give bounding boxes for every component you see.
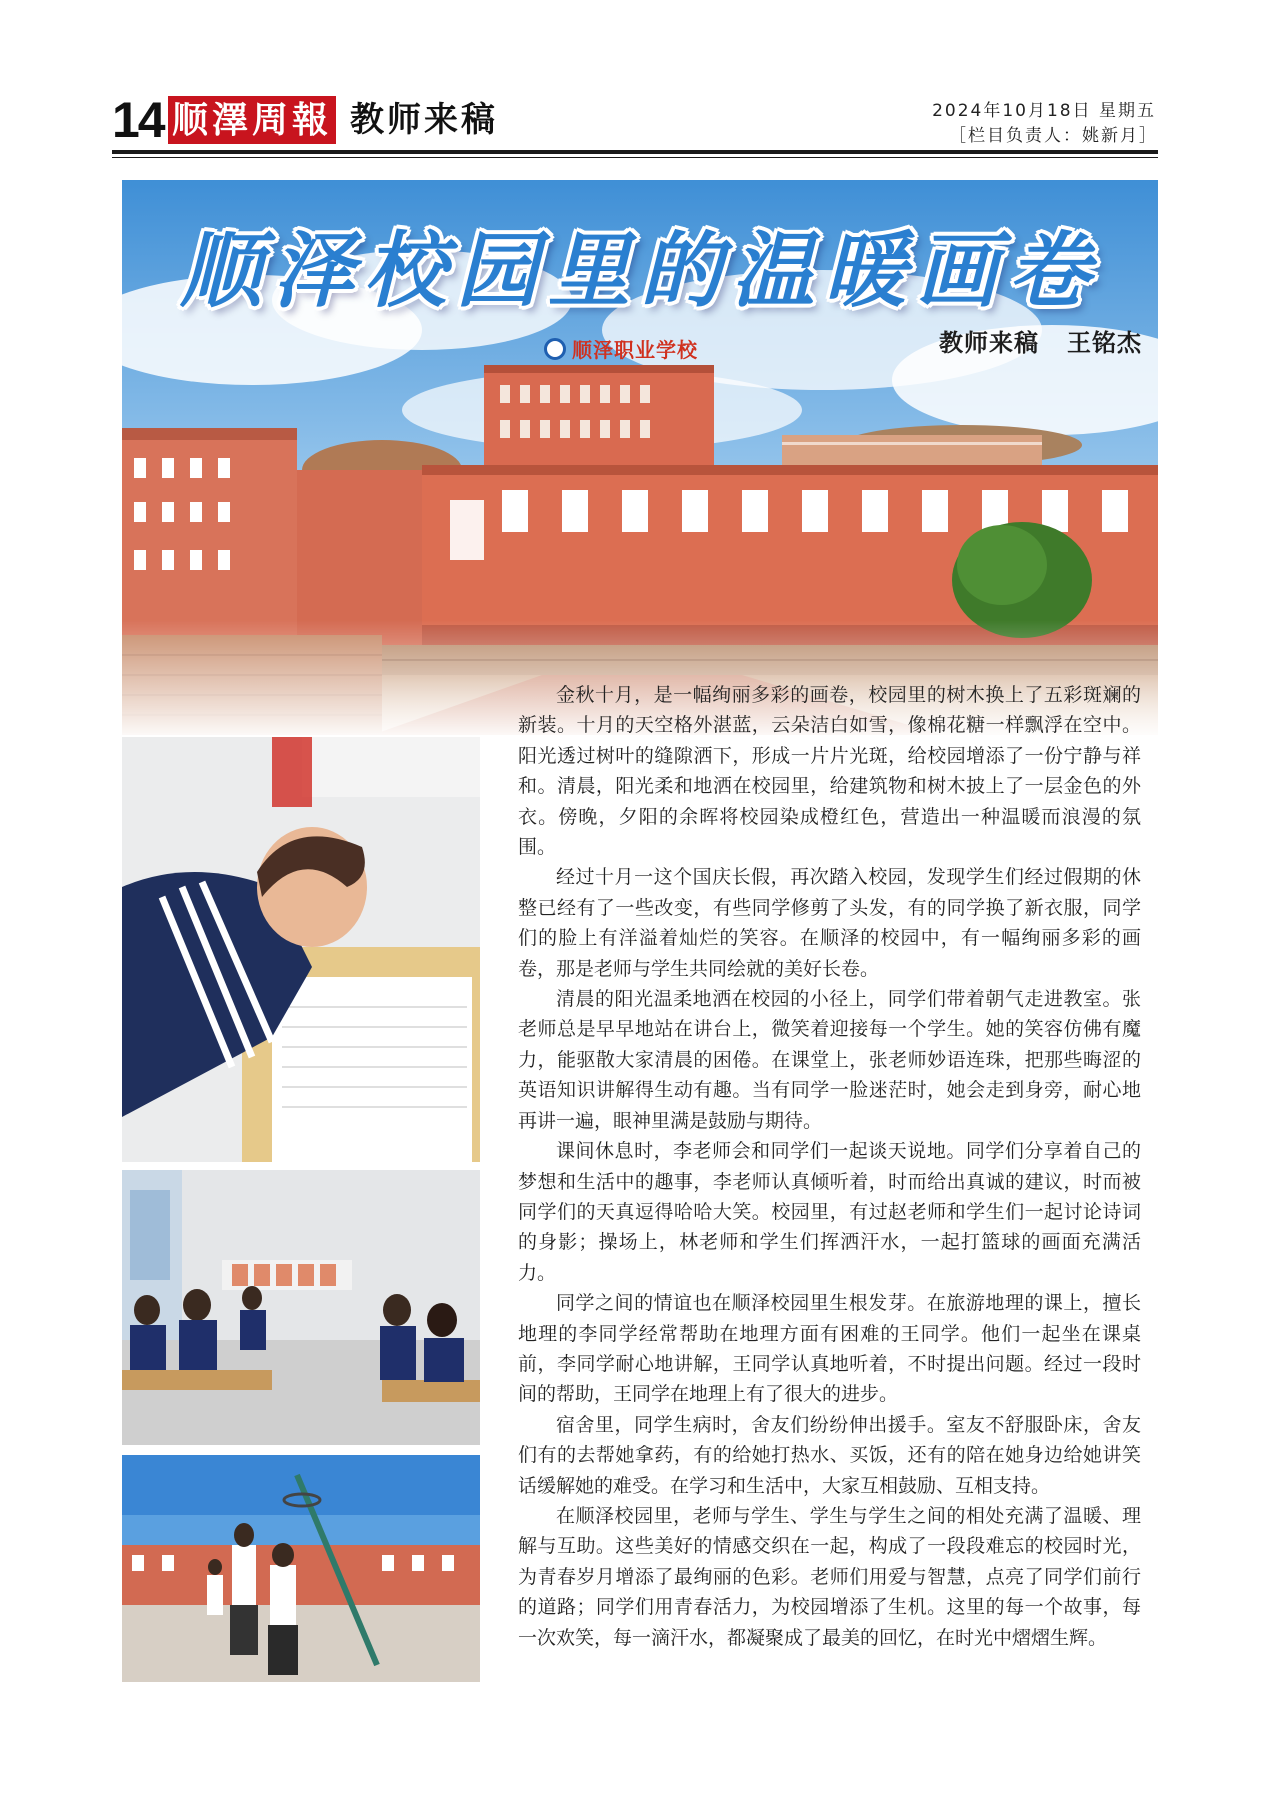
article-paragraph: 金秋十月，是一幅绚丽多彩的画卷，校园里的树木换上了五彩斑斓的新装。十月的天空格外湛蓝，云朵洁白如雪，像棉花糖一样飘浮在空中。阳光透过树叶的缝隙洒下，形成一片片光斑，给校园增添了一份宁静与祥和。清晨，阳光柔和地洒在校园里，给建筑物和树木披上了一层金色的外衣。傍晚，夕阳的余晖将校园染成橙红色，营造出一种温暖而浪漫的氛围。 <box>518 684 1141 859</box>
article-paragraph: 经过十月一这个国庆长假，再次踏入校园，发现学生们经过假期的休整已经有了一些改变，有些同学修剪了头发，有的同学换了新衣服，同学们的脸上有洋溢着灿烂的笑容。在顺泽的校园中，有一幅绚丽多彩的画卷，那是老师与学生共同绘就的美好长卷。 <box>518 866 1141 980</box>
page-number: 14 <box>112 92 164 148</box>
student-writing-photo <box>122 737 480 1162</box>
byline-author: 王铭杰 <box>1067 329 1142 357</box>
issue-date: 2024年10月18日 星期五 <box>932 101 1156 121</box>
school-sign-text: 顺泽职业学校 <box>572 338 698 362</box>
school-sign <box>544 334 698 363</box>
byline <box>939 323 1142 358</box>
article-body <box>518 680 1141 1653</box>
article-paragraph: 课间休息时，李老师会和同学们一起谈天说地。同学们分享着自己的梦想和生活中的趣事，李老师认真倾听着，时而给出真诚的建议，时而被同学们的天真逗得哈哈大笑。校园里，有过赵老师和学生们一起讨论诗词的身影；操场上，林老师和学生们挥洒汗水，一起打篮球的画面充满活力。 <box>518 1140 1141 1284</box>
article-paragraph: 宿舍里，同学生病时，舍友们纷纷伸出援手。室友不舒服卧床，舍友们有的去帮她拿药，有的给她打热水、买饭，还有的陪在她身边给她讲笑话缓解她的难受。在学习和生活中，大家互相鼓励、互相支持。 <box>518 1413 1141 1497</box>
article-title: 顺泽校园里的温暖画卷 <box>180 223 1100 319</box>
school-logo-icon <box>544 338 566 360</box>
article-paragraph: 同学之间的情谊也在顺泽校园里生根发芽。在旅游地理的课上，擅长地理的李同学经常帮助在地理方面有困难的王同学。他们一起坐在课桌前，李同学耐心地讲解，王同学认真地听着，不时提出问题。经过一段时间的帮助，王同学在地理上有了很大的进步。 <box>518 1292 1141 1406</box>
basketball-photo <box>122 1455 480 1682</box>
hero-photo <box>122 180 1158 735</box>
article-paragraph: 在顺泽校园里，老师与学生、学生与学生之间的相处充满了温暖、理解与互助。这些美好的情感交织在一起，构成了一段段难忘的校园时光，为青春岁月增添了最绚丽的色彩。老师们用爱与智慧，点亮了同学们前行的道路；同学们用青春活力，为校园增添了生机。这里的每一个故事，每一次欢笑，每一滴汗水，都凝聚成了最美的回忆，在时光中熠熠生辉。 <box>518 1504 1141 1649</box>
student-writing-photo-icon <box>122 737 480 1162</box>
classroom-photo-icon <box>122 1170 480 1445</box>
column-editor: ［栏目负责人：姚新月］ <box>949 126 1158 146</box>
section-title: 教师来稿 <box>350 100 498 140</box>
classroom-photo <box>122 1170 480 1445</box>
header-rule-thin <box>112 157 1158 158</box>
byline-column: 教师来稿 <box>939 329 1039 357</box>
article-paragraph: 清晨的阳光温柔地洒在校园的小径上，同学们带着朝气走进教室。张老师总是早早地站在讲台上，微笑着迎接每一个学生。她的笑容仿佛有魔力，能驱散大家清晨的困倦。在课堂上，张老师妙语连珠，把那些晦涩的英语知识讲解得生动有趣。当有同学一脸迷茫时，她会走到身旁，耐心地再讲一遍，眼神里满是鼓励与期待。 <box>518 988 1141 1132</box>
basketball-photo-icon <box>122 1455 480 1682</box>
paper-name-logo: 顺澤周報 <box>168 96 336 144</box>
header-rule <box>112 150 1158 154</box>
